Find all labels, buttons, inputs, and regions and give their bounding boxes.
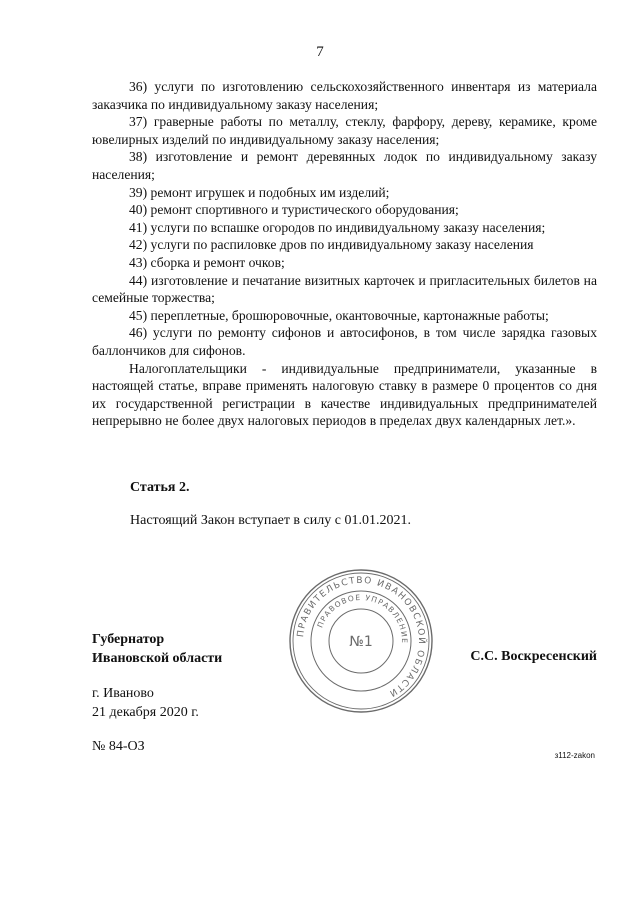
page-number: 7 [316, 44, 324, 60]
law-text-body [92, 78, 597, 430]
signatory-title [92, 630, 222, 668]
official-seal [286, 566, 436, 716]
list-item: 36) услуги по изготовлению сельскохозяйственного инвентаря из материала заказчика по индивидуальному заказу населения; [92, 79, 597, 112]
list-item: 41) услуги по вспашке огородов по индивидуальному заказу населения; [129, 219, 546, 235]
list-item: 46) услуги по ремонту сифонов и автосифонов, в том числе зарядка газовых баллончиков для сифонов. [92, 325, 597, 358]
list-item: 37) граверные работы по металлу, стеклу, фарфору, дереву, керамике, кроме ювелирных изделий по индивидуальному заказу населения; [92, 114, 597, 147]
seal-outer-text: ПРАВИТЕЛЬСТВО ИВАНОВСКОЙ ОБЛАСТИ [296, 575, 427, 699]
article-title: Статья 2. [130, 480, 190, 495]
list-item: 45) переплетные, брошюровочные, окантовочные, картонажные работы; [129, 307, 549, 323]
signatory-name: С.С. Воскресенский [470, 649, 597, 664]
list-item: 40) ремонт спортивного и туристического оборудования; [129, 202, 459, 218]
list-item: 43) сборка и ремонт очков; [129, 254, 285, 270]
closing-paragraph: Налогоплательщики - индивидуальные предприниматели, указанные в настоящей статье, вправе применять налоговую ставку в размере 0 процентов со дня их государственной регистрации в качестве индивидуальных предпринимателей непрерывно не более двух налоговых периодов в пределах двух календарных лет.». [92, 360, 597, 429]
list-item: 42) услуги по распиловке дров по индивидуальному заказу населения [129, 237, 534, 253]
law-number: № 84-ОЗ [92, 739, 145, 754]
seal-inner-text: ПРАВОВОЕ УПРАВЛЕНИЕ [315, 592, 410, 645]
list-item: 38) изготовление и ремонт деревянных лодок по индивидуальному заказу населения; [92, 149, 597, 182]
signatory-title-line2: Ивановской области [92, 651, 223, 666]
place-and-date [92, 684, 199, 722]
list-item: 44) изготовление и печатание визитных карточек и пригласительных билетов на семейные торжества; [92, 272, 597, 306]
date: 21 декабря 2020 г. [92, 705, 199, 720]
place: г. Иваново [92, 686, 154, 701]
seal-number: №1 [349, 634, 373, 650]
article-text: Настоящий Закон вступает в силу с 01.01.2021. [130, 513, 411, 528]
list-item: 39) ремонт игрушек и подобных им изделий; [129, 184, 390, 200]
signatory-title-line1: Губернатор [92, 632, 165, 647]
file-code: з112-zakon [554, 751, 595, 760]
